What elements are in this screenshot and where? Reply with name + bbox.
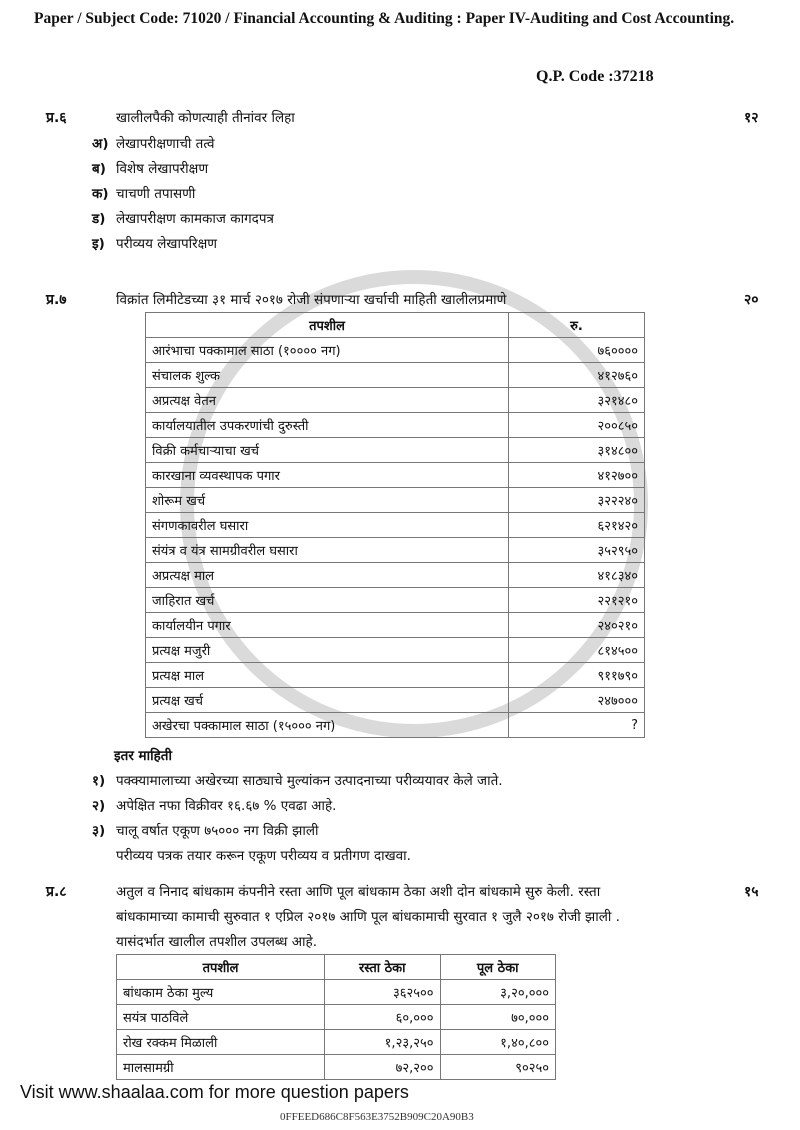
paper-header: Paper / Subject Code: 71020 / Financial Accounting & Auditing : Paper IV-Auditing and Cost Accounting. <box>34 10 735 27</box>
table-row <box>146 338 645 363</box>
q7-note <box>92 771 503 789</box>
q6-text: खालीलपैकी कोणत्याही तीनांवर लिहा <box>116 110 295 126</box>
row-value: ? <box>509 713 645 738</box>
column-header: रु. <box>509 313 645 338</box>
row-value: २००८५० <box>509 413 645 438</box>
row-label: जाहिरात खर्च <box>146 588 509 613</box>
table-header-row <box>117 955 556 980</box>
row-value: ९०२५० <box>440 1055 556 1080</box>
row-label: कार्यालयातील उपकरणांची दुरुस्ती <box>146 413 509 438</box>
q7-expense-table <box>145 312 645 738</box>
table-row <box>146 588 645 613</box>
table-row <box>146 563 645 588</box>
option-text: विशेष लेखापरीक्षण <box>116 161 209 177</box>
row-value: ४१२७६० <box>509 363 645 388</box>
option-text: लेखापरीक्षण कामकाज कागदपत्र <box>116 211 274 227</box>
q6-option <box>92 159 208 177</box>
row-label: प्रत्यक्ष मजुरी <box>146 638 509 663</box>
table-row <box>146 688 645 713</box>
column-header: तपशील <box>117 955 325 980</box>
row-value: २४७००० <box>509 688 645 713</box>
option-text: लेखापरीक्षणाची तत्वे <box>116 136 215 152</box>
q7-note <box>92 821 318 839</box>
table-row <box>146 663 645 688</box>
table-row <box>146 488 645 513</box>
column-header: रस्ता ठेका <box>325 955 441 980</box>
q7-number: प्र.७ <box>46 292 67 308</box>
table-row <box>117 980 556 1005</box>
row-value: ३२१४८० <box>509 388 645 413</box>
note-text: चालू वर्षात एकूण ७५००० नग विक्री झाली <box>116 823 319 839</box>
table-row <box>146 538 645 563</box>
note-label: १) <box>92 773 106 789</box>
row-value: ३२२२४० <box>509 488 645 513</box>
row-value: १,२३,२५० <box>325 1030 441 1055</box>
row-value: ३,२०,००० <box>440 980 556 1005</box>
row-label: रोख रक्कम मिळाली <box>117 1030 325 1055</box>
table-row <box>146 413 645 438</box>
option-label: ड) <box>92 211 106 227</box>
q7-text: विक्रांत लिमीटेडच्या ३१ मार्च २०१७ रोजी संपणाऱ्या खर्चाची माहिती खालीलप्रमाणे <box>116 292 507 308</box>
option-label: इ) <box>92 236 105 252</box>
table-row <box>146 638 645 663</box>
q8-contract-table <box>116 954 556 1080</box>
option-label: अ) <box>92 136 109 152</box>
q7-instruction: परीव्यय पत्रक तयार करून एकूण परीव्यय व प्रतीगण दाखवा. <box>116 848 411 864</box>
row-value: ८१४५०० <box>509 638 645 663</box>
q8-marks: १५ <box>744 884 759 900</box>
note-text: पक्क्यामालाच्या अखेरच्या साठ्याचे मुल्यांकन उत्पादनाच्या परीव्ययावर केले जाते. <box>116 773 503 789</box>
q6-option <box>92 209 274 227</box>
q8-text: यासंदर्भात खालील तपशील उपलब्ध आहे. <box>116 934 318 950</box>
table-row <box>146 513 645 538</box>
q6-number: प्र.६ <box>46 110 67 126</box>
option-label: क) <box>92 186 109 202</box>
row-label: प्रत्यक्ष माल <box>146 663 509 688</box>
table-row <box>146 438 645 463</box>
q6-option <box>92 134 214 152</box>
table-row <box>117 1005 556 1030</box>
row-label: अप्रत्यक्ष माल <box>146 563 509 588</box>
row-value: ३६२५०० <box>325 980 441 1005</box>
row-value: २२१२१० <box>509 588 645 613</box>
note-label: ३) <box>92 823 106 839</box>
option-text: चाचणी तपासणी <box>116 186 196 202</box>
table-row <box>146 713 645 738</box>
table-row <box>146 363 645 388</box>
row-label: कार्यालयीन पगार <box>146 613 509 638</box>
row-value: २४०२१० <box>509 613 645 638</box>
row-label: बांधकाम ठेका मुल्य <box>117 980 325 1005</box>
option-label: ब) <box>92 161 106 177</box>
footer-visit-text: Visit www.shaalaa.com for more question papers <box>20 1082 409 1102</box>
footer-code: 0FFEED686C8F563E3752B909C20A90B3 <box>280 1111 474 1123</box>
column-header: तपशील <box>146 313 509 338</box>
row-value: ९११७९० <box>509 663 645 688</box>
row-label: मालसामग्री <box>117 1055 325 1080</box>
qp-code: Q.P. Code :37218 <box>536 68 654 85</box>
row-label: संगणकावरील घसारा <box>146 513 509 538</box>
table-row <box>146 388 645 413</box>
row-label: संचालक शुल्क <box>146 363 509 388</box>
q6-marks: १२ <box>744 110 759 126</box>
row-value: ७०,००० <box>440 1005 556 1030</box>
row-value: ३१४८०० <box>509 438 645 463</box>
other-info-heading: इतर माहिती <box>114 748 172 764</box>
table-header-row <box>146 313 645 338</box>
row-value: ३५२९५० <box>509 538 645 563</box>
row-value: ४१२७०० <box>509 463 645 488</box>
table-row <box>117 1030 556 1055</box>
row-label: अप्रत्यक्ष वेतन <box>146 388 509 413</box>
q8-number: प्र.८ <box>46 884 67 900</box>
q8-text: बांधकामाच्या कामाची सुरुवात १ एप्रिल २०१७ आणि पूल बांधकामाची सुरवात १ जुलै २०१७ रोजी झाली . <box>116 909 620 925</box>
q7-note <box>92 796 336 814</box>
q7-marks: २० <box>744 292 759 308</box>
note-text: अपेक्षित नफा विक्रीवर १६.६७ % एवढा आहे. <box>116 798 337 814</box>
column-header: पूल ठेका <box>440 955 556 980</box>
q8-text: अतुल व निनाद बांधकाम कंपनीने रस्ता आणि पूल बांधकाम ठेका अशी दोन बांधकामे सुरु केली. रस्ता <box>116 884 601 900</box>
row-value: १,४०,८०० <box>440 1030 556 1055</box>
row-value: ४१८३४० <box>509 563 645 588</box>
row-label: कारखाना व्यवस्थापक पगार <box>146 463 509 488</box>
note-label: २) <box>92 798 106 814</box>
row-label: संयंत्र व यंत्र सामग्रीवरील घसारा <box>146 538 509 563</box>
row-value: ७२,२०० <box>325 1055 441 1080</box>
table-row <box>146 463 645 488</box>
q6-option <box>92 234 217 252</box>
row-label: प्रत्यक्ष खर्च <box>146 688 509 713</box>
option-text: परीव्यय लेखापरिक्षण <box>116 236 218 252</box>
row-value: ६०,००० <box>325 1005 441 1030</box>
row-label: आरंभाचा पक्कामाल साठा (१०००० नग) <box>146 338 509 363</box>
table-row <box>117 1055 556 1080</box>
row-value: ६२१४२० <box>509 513 645 538</box>
row-label: विक्री कर्मचाऱ्याचा खर्च <box>146 438 509 463</box>
q6-option <box>92 184 195 202</box>
row-label: शोरूम खर्च <box>146 488 509 513</box>
table-row <box>146 613 645 638</box>
row-value: ७६०००० <box>509 338 645 363</box>
row-label: अखेरचा पक्कामाल साठा (१५००० नग) <box>146 713 509 738</box>
row-label: सयंत्र पाठविले <box>117 1005 325 1030</box>
